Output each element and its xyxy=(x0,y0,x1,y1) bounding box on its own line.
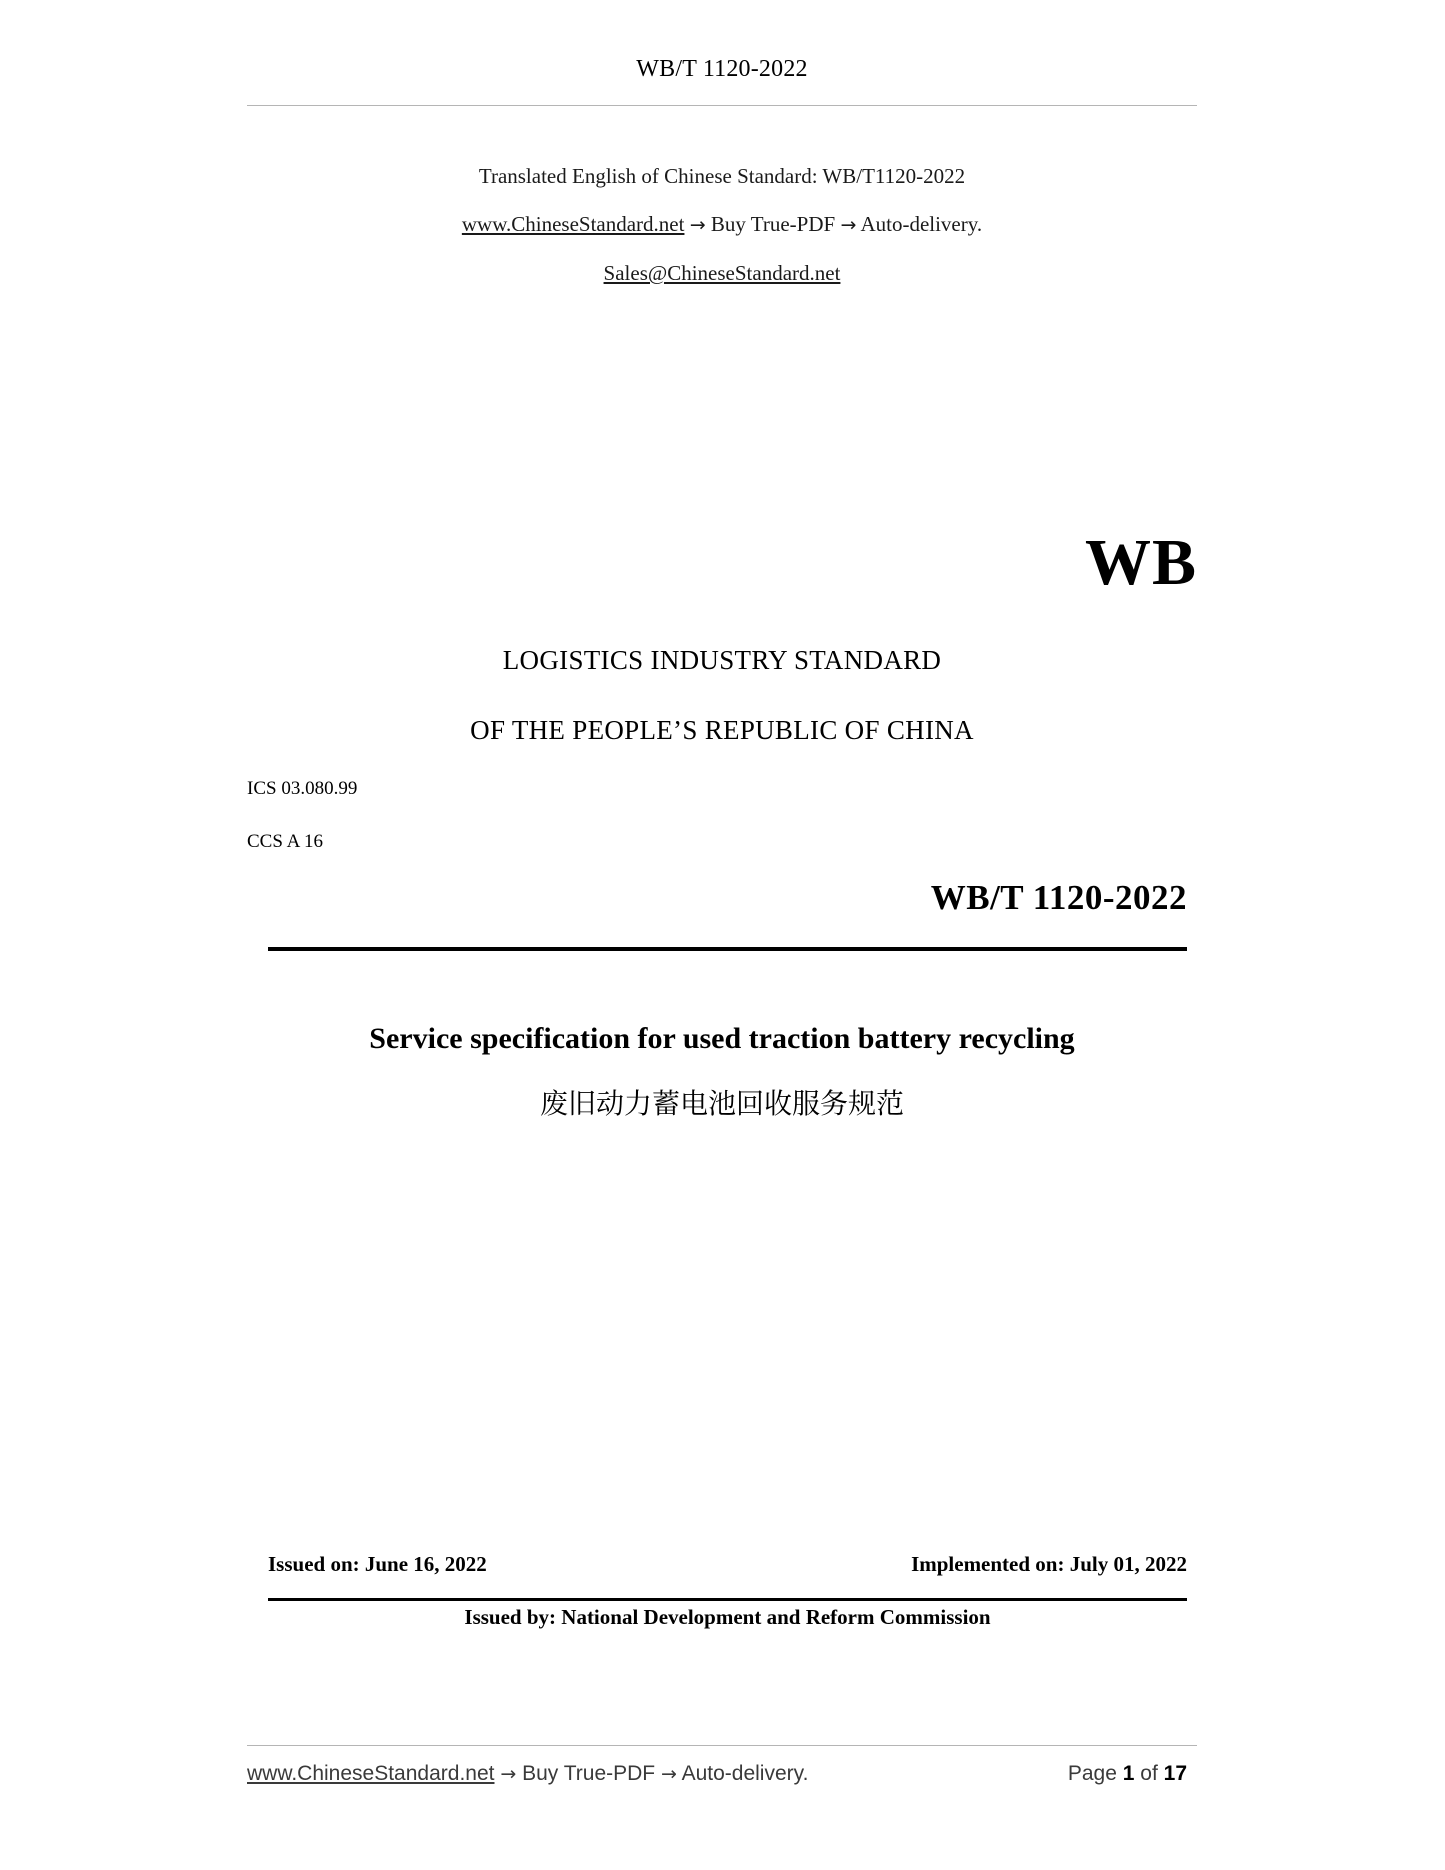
footer-arrow-right-icon: → xyxy=(500,1763,517,1785)
page-current: 1 xyxy=(1122,1762,1135,1785)
standard-number-rule xyxy=(268,947,1187,951)
page-footer xyxy=(247,1762,1197,1786)
promo-line-email xyxy=(247,249,1197,297)
arrow-right-icon-2: → xyxy=(840,214,857,236)
footer-left-group xyxy=(247,1762,808,1786)
document-title-chinese: 废旧动力蓄电池回收服务规范 xyxy=(539,1087,904,1120)
footer-site-link[interactable]: www.ChineseStandard.net xyxy=(247,1762,495,1785)
footer-buy-text: Buy True-PDF xyxy=(522,1762,656,1785)
header-divider xyxy=(247,105,1197,106)
standard-number: WB/T 1120-2022 xyxy=(930,878,1187,917)
promo-line-translated: Translated English of Chinese Standard: WB/T1120-2022 xyxy=(478,164,966,188)
footer-arrow-right-icon-2: → xyxy=(660,1763,677,1785)
promo-site-link[interactable]: www.ChineseStandard.net xyxy=(461,212,685,236)
issue-divider xyxy=(268,1598,1187,1601)
page-word: Page xyxy=(1067,1762,1117,1785)
issued-on-date: Issued on: June 16, 2022 xyxy=(268,1552,487,1576)
wb-logo: WB xyxy=(1084,526,1197,599)
footer-delivery-text: Auto-delivery. xyxy=(681,1762,809,1785)
footer-divider xyxy=(247,1745,1197,1746)
ics-code: ICS 03.080.99 xyxy=(247,778,358,799)
issued-by-organization: Issued by: National Development and Reform Commission xyxy=(464,1605,991,1629)
standard-body-line-1: LOGISTICS INDUSTRY STANDARD xyxy=(502,645,942,675)
promo-block xyxy=(247,152,1197,297)
arrow-right-icon: → xyxy=(689,214,706,236)
page-header-standard-code: WB/T 1120-2022 xyxy=(636,56,808,82)
page-total: 17 xyxy=(1163,1762,1187,1785)
standard-body-line-2: OF THE PEOPLE’S REPUBLIC OF CHINA xyxy=(470,715,974,745)
promo-delivery-text: Auto-delivery. xyxy=(860,212,983,236)
implemented-on-date: Implemented on: July 01, 2022 xyxy=(911,1552,1187,1576)
issue-dates-row xyxy=(268,1552,1187,1577)
ccs-code: CCS A 16 xyxy=(247,831,324,852)
page-indicator xyxy=(1068,1762,1197,1786)
promo-email-link[interactable]: Sales@ChineseStandard.net xyxy=(603,261,841,285)
promo-buy-text: Buy True-PDF xyxy=(710,212,836,236)
document-title-english: Service specification for used traction battery recycling xyxy=(369,1022,1075,1055)
promo-line-links xyxy=(247,200,1197,249)
of-word: of xyxy=(1140,1762,1158,1785)
